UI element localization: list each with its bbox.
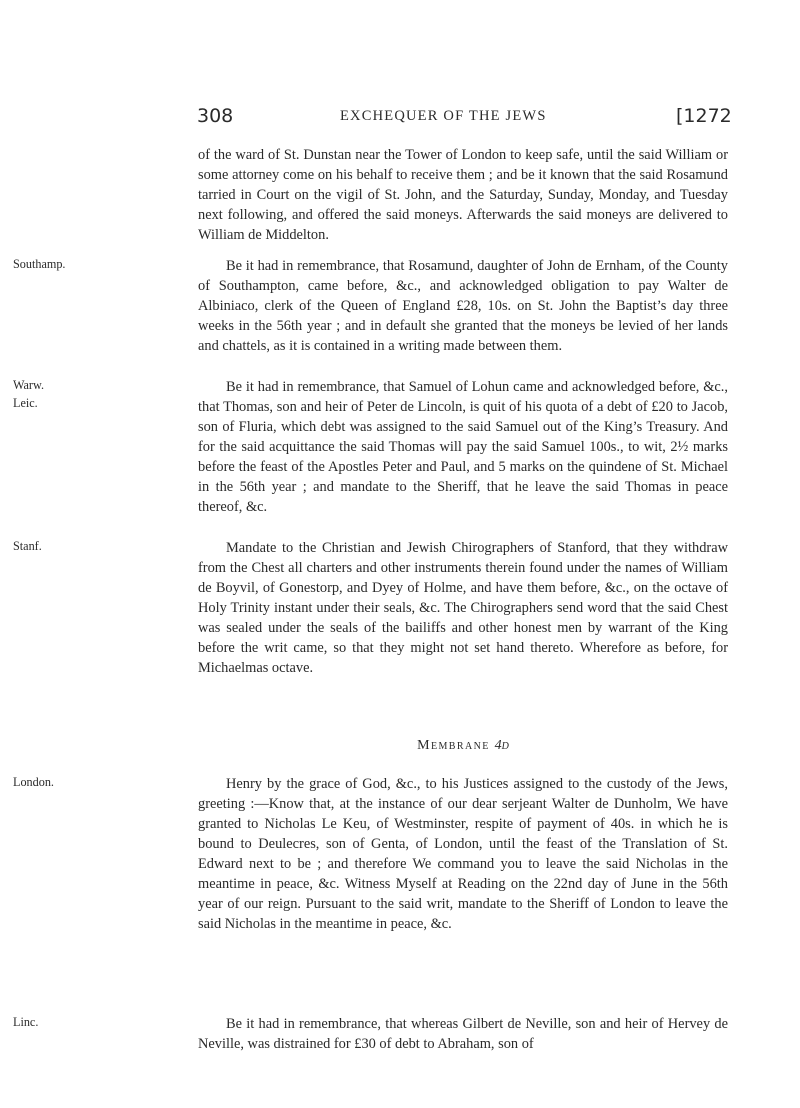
paragraph-samuel: Be it had in remembrance, that Samuel of Lohun came and acknowledged before, &c., that Thomas, son and heir of Peter de Lincoln, is quit of his quota of a debt of £20 to Jacob, son of Fluria, which debt was assigned to the said Samuel out of the King’s Treasury. And for the said acquittance the said Thomas will pay the said Samuel 100s., to wit, 2½ marks before the feast of the Apostles Peter and Paul, and 5 marks on the quindene of St. Michael in the 56th year ; and mandate to the Sheriff, that he leave the said Thomas in peace thereof, &c. (198, 379, 728, 515)
membrane-heading (198, 738, 728, 754)
running-header (0, 105, 800, 129)
paragraph-gilbert: Be it had in remembrance, that whereas Gilbert de Neville, son and heir of Hervey de Neville, was distrained for £30 of debt to Abraham, son of (198, 1016, 728, 1052)
page-number: 308 (197, 105, 234, 127)
margin-note-london: London. (13, 775, 54, 789)
margin-note-warw: Warw. (13, 378, 45, 392)
margin-note-linc: Linc. (13, 1015, 39, 1029)
paragraph-continuation: of the ward of St. Dunstan near the Tower of London to keep safe, until the said William or some attorney come on his behalf to receive them ; and be it known that the said Rosamund tarried in Court on the vigil of St. John, and the Saturday, Sunday, Monday, and Tuesday next following, and offered the said moneys. Afterwards the said moneys are delivered to William de Middelton. (198, 147, 728, 243)
paragraph-rosamund: Be it had in remembrance, that Rosamund, daughter of John de Ernham, of the County of Southampton, came before, &c., and acknowledged obligation to pay Walter de Albiniaco, clerk of the Queen of England £28, 10s. on St. John the Baptist’s day three weeks in the 56th year ; and in default she granted that the moneys be levied of her lands and chattels, as it is contained in a writing made between them. (198, 258, 728, 354)
margin-note-stanf: Stanf. (13, 539, 42, 553)
margin-note-southamp: Southamp. (13, 257, 66, 271)
paragraph-chirographers: Mandate to the Christian and Jewish Chirographers of Stanford, that they withdraw from the Chest all charters and other instruments therein found under the names of William de Boyvil, of Gonestorp, and Dyey of Holme, and have them before, &c., on the octave of Holy Trinity instant under their seals, &c. The Chirographers send word that the said Chest was sealed under the seals of the bailiffs and other honest men by warrant of the King before the writ came, so that they might not set hand thereto. Wherefore as before, for Michaelmas octave. (198, 540, 728, 676)
membrane-label: Membrane (417, 738, 490, 753)
margin-note-leic: Leic. (13, 396, 38, 410)
running-title: EXCHEQUER OF THE JEWS (340, 108, 547, 124)
paragraph-henry-writ: Henry by the grace of God, &c., to his Justices assigned to the custody of the Jews, greeting :—Know that, at the instance of our dear serjeant Walter de Dunholm, We have granted to Nicholas Le Keu, of Westminster, respite of payment of 40s. in which he is bound to Deulecres, son of Genta, of London, until the feast of the Translation of St. Edward next to be ; and therefore We command you to leave the said Nicholas in the meantime in peace, &c. Witness Myself at Reading on the 22nd day of June in the 56th year of our reign. Pursuant to the said writ, mandate to the Sheriff of London to leave the said Nicholas in the meantime in peace, &c. (198, 776, 728, 932)
year-marker: [1272 (676, 105, 732, 127)
membrane-number: 4d (494, 738, 509, 753)
